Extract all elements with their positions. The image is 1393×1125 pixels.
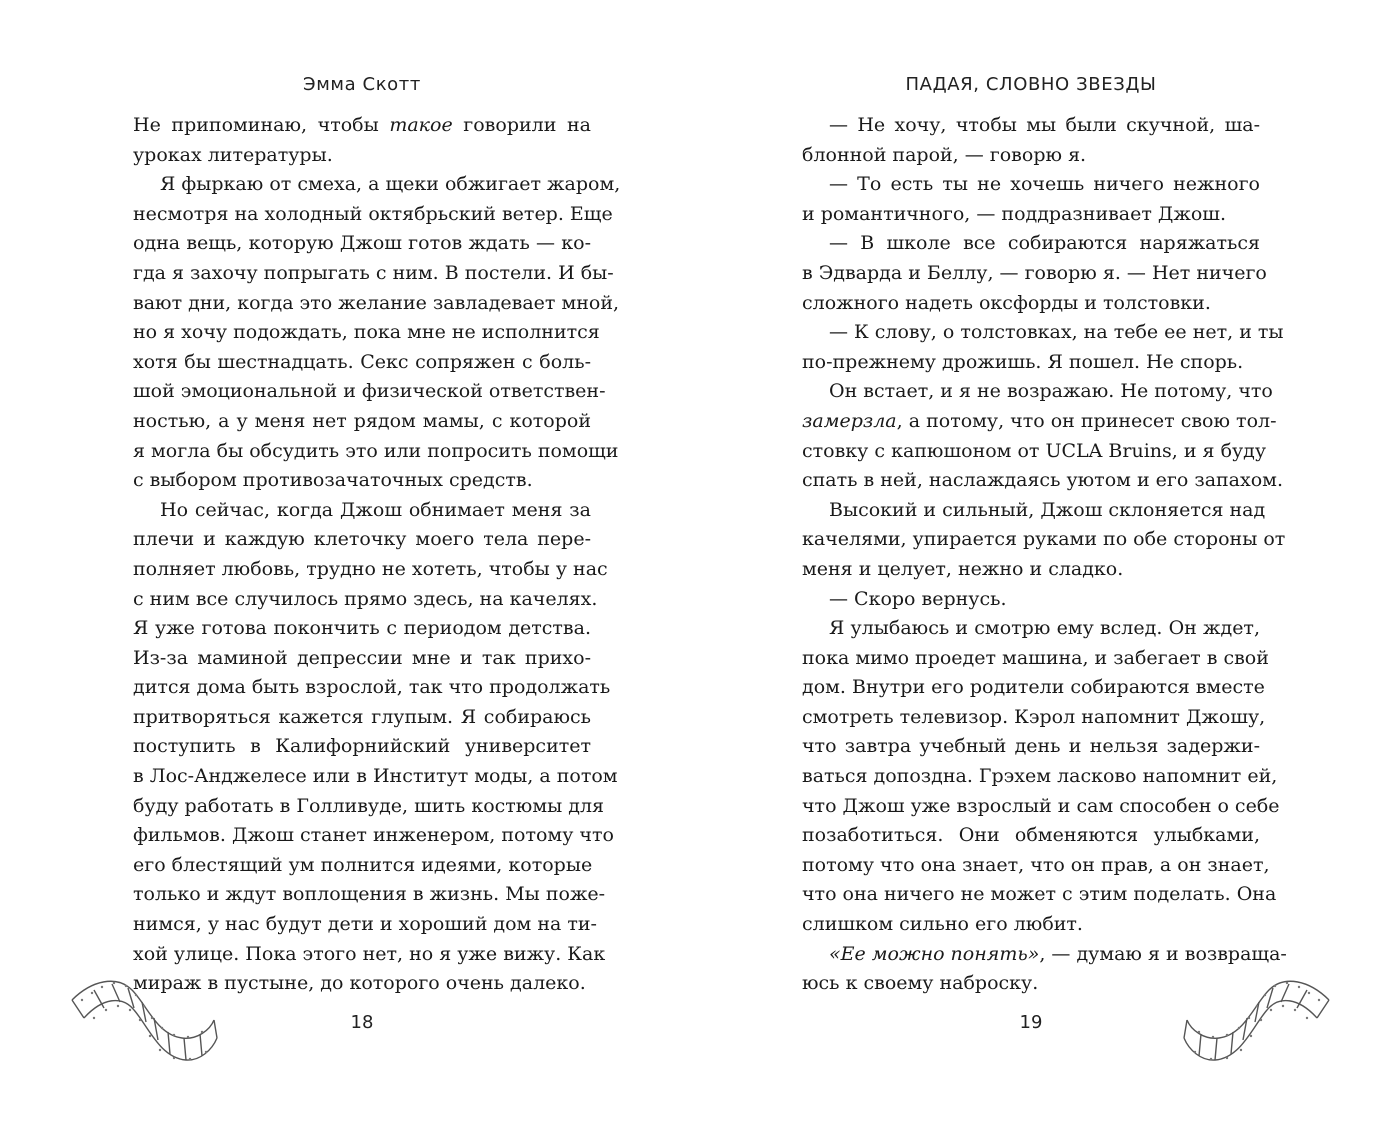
text-line bbox=[133, 466, 591, 496]
text-line bbox=[802, 732, 1260, 762]
text-segment: в Эдварда и Беллу, — говорю я. — Нет ничего bbox=[802, 261, 1267, 284]
text-segment: Из-за маминой депрессии мне и так прихо- bbox=[133, 646, 591, 669]
text-line bbox=[802, 525, 1286, 555]
text-line bbox=[802, 407, 1277, 437]
text-segment: — К слову, о толстовках, на тебе ее нет, и ты bbox=[829, 321, 1284, 344]
text-line bbox=[802, 111, 1260, 141]
text-segment: потому что она знает, что он прав, а он знает, bbox=[802, 853, 1270, 876]
text-segment: хотя бы шестнадцать. Секс сопряжен с боль- bbox=[133, 350, 591, 373]
text-line bbox=[802, 880, 1277, 910]
text-line bbox=[802, 585, 1260, 615]
text-segment: и романтичного, — поддразнивает Джош. bbox=[802, 202, 1226, 225]
text-line bbox=[133, 792, 605, 822]
text-segment: гда я захочу попрыгать с ним. В постели. И бы- bbox=[133, 261, 614, 284]
right-page bbox=[697, 0, 1393, 1125]
text-line bbox=[133, 703, 591, 733]
text-segment: слишком сильно его любит. bbox=[802, 913, 1083, 936]
text-line bbox=[133, 229, 591, 259]
text-line bbox=[133, 525, 591, 555]
text-segment: что Джош уже взрослый и сам способен о себе bbox=[802, 794, 1280, 817]
text-line bbox=[802, 673, 1265, 703]
text-segment: с ним все случилось прямо здесь, на качелях. bbox=[133, 587, 598, 610]
text-line bbox=[133, 644, 591, 674]
text-line bbox=[133, 614, 591, 644]
text-line bbox=[802, 170, 1260, 200]
text-segment: полняет любовь, трудно не хотеть, чтобы у нас bbox=[133, 557, 608, 580]
text-line bbox=[133, 318, 600, 348]
text-line bbox=[802, 200, 1260, 230]
text-segment: — В школе все собираются наряжаться bbox=[829, 232, 1260, 255]
text-line bbox=[133, 141, 591, 171]
text-line bbox=[133, 555, 608, 585]
text-segment: Я фыркаю от смеха, а щеки обжигает жаром, bbox=[160, 173, 621, 196]
text-segment: , — думаю я и возвраща- bbox=[1039, 942, 1287, 965]
text-segment: но я хочу подождать, пока мне не исполнится bbox=[133, 321, 600, 344]
left-page-text bbox=[133, 111, 621, 999]
text-segment: в Лос-Анджелесе или в Институт моды, а потом bbox=[133, 765, 618, 788]
text-line bbox=[133, 437, 619, 467]
text-line bbox=[133, 111, 591, 141]
text-line bbox=[802, 614, 1260, 644]
text-line bbox=[802, 289, 1260, 319]
text-segment: — То есть ты не хочешь ничего нежного bbox=[829, 173, 1260, 196]
text-segment: дится дома быть взрослой, так что продолжать bbox=[133, 676, 611, 699]
text-line bbox=[802, 348, 1260, 378]
text-segment: по-прежнему дрожишь. Я пошел. Не спорь. bbox=[802, 350, 1244, 373]
text-segment: мираж в пустыне, до которого очень далеко. bbox=[133, 972, 586, 995]
text-segment: несмотря на холодный октябрьский ветер. Еще bbox=[133, 202, 613, 225]
text-segment: пока мимо проедет машина, и забегает в свой bbox=[802, 646, 1269, 669]
text-line bbox=[133, 910, 597, 940]
italic-emphasis: «Ее можно понять» bbox=[829, 942, 1040, 965]
text-segment: что завтра учебный день и нельзя задержи- bbox=[802, 735, 1260, 758]
text-segment: позаботиться. Они обменяются улыбками, bbox=[802, 824, 1260, 847]
text-line bbox=[133, 170, 621, 200]
text-segment: качелями, упирается руками по обе стороны от bbox=[802, 528, 1286, 551]
text-line bbox=[802, 851, 1270, 881]
text-line bbox=[802, 644, 1269, 674]
text-segment: уроках литературы. bbox=[133, 143, 333, 166]
text-line bbox=[802, 555, 1260, 585]
text-segment: его блестящий ум полнится идеями, которые bbox=[133, 853, 593, 876]
text-segment: сложного надеть оксфорды и толстовки. bbox=[802, 291, 1211, 314]
text-segment: — Не хочу, чтобы мы были скучной, ша- bbox=[829, 114, 1260, 136]
page-number-left: 18 bbox=[350, 1012, 374, 1033]
text-segment: нимся, у нас будут дети и хороший дом на ти- bbox=[133, 913, 597, 936]
text-segment: вают дни, когда это желание завладевает мной, bbox=[133, 291, 620, 314]
italic-emphasis: замерзла bbox=[802, 409, 897, 432]
text-segment: — Скоро вернусь. bbox=[829, 587, 1007, 610]
text-line bbox=[802, 910, 1260, 940]
text-line bbox=[802, 703, 1266, 733]
text-segment: юсь к своему наброску. bbox=[802, 972, 1039, 995]
text-segment: Не припоминаю, чтобы bbox=[133, 114, 390, 136]
text-line bbox=[133, 348, 591, 378]
text-line bbox=[133, 851, 591, 881]
text-segment: Но сейчас, когда Джош обнимает меня за bbox=[160, 498, 591, 521]
text-line bbox=[802, 762, 1278, 792]
text-segment: хой улице. Пока этого нет, но я уже вижу. Как bbox=[133, 942, 606, 965]
text-line bbox=[802, 259, 1267, 289]
text-line bbox=[802, 141, 1260, 171]
text-segment: Высокий и сильный, Джош склоняется над bbox=[829, 498, 1266, 521]
text-segment: я могла бы обсудить это или попросить помощи bbox=[133, 439, 619, 462]
right-page-text bbox=[802, 111, 1287, 999]
text-line bbox=[133, 407, 591, 437]
text-segment: только и ждут воплощения в жизнь. Мы поже- bbox=[133, 883, 606, 906]
text-line bbox=[802, 437, 1267, 467]
text-segment: блонной парой, — говорю я. bbox=[802, 143, 1087, 166]
running-head-title: ПАДАЯ, СЛОВНО ЗВЕЗДЫ bbox=[905, 74, 1157, 95]
text-line bbox=[133, 880, 606, 910]
text-segment: фильмов. Джош станет инженером, потому что bbox=[133, 824, 614, 847]
text-line bbox=[133, 821, 614, 851]
text-line bbox=[133, 377, 606, 407]
text-line bbox=[133, 496, 591, 526]
text-line bbox=[133, 585, 598, 615]
running-head-author: Эмма Скотт bbox=[303, 74, 421, 95]
text-segment: спать в ней, наслаждаясь уютом и его запахом. bbox=[802, 469, 1283, 492]
text-segment: меня и целует, нежно и сладко. bbox=[802, 557, 1124, 580]
text-segment: Я улыбаюсь и смотрю ему вслед. Он ждет, bbox=[829, 617, 1260, 640]
text-line bbox=[802, 229, 1260, 259]
text-segment: что она ничего не может с этим поделать. Она bbox=[802, 883, 1277, 906]
italic-emphasis: такое bbox=[389, 114, 453, 136]
text-segment: поступить в Калифорнийский университет bbox=[133, 735, 591, 758]
text-segment: буду работать в Голливуде, шить костюмы для bbox=[133, 794, 605, 817]
text-line bbox=[133, 673, 611, 703]
text-segment: одна вещь, которую Джош готов ждать — ко- bbox=[133, 232, 591, 255]
text-segment: ваться допоздна. Грэхем ласково напомнит ей, bbox=[802, 765, 1278, 788]
text-segment: , а потому, что он принесет свою тол- bbox=[896, 409, 1277, 432]
left-page bbox=[0, 0, 696, 1125]
text-line bbox=[802, 377, 1273, 407]
text-segment: смотреть телевизор. Кэрол напомнит Джошу, bbox=[802, 705, 1266, 728]
text-segment: ностью, а у меня нет рядом мамы, с которой bbox=[133, 409, 591, 432]
text-segment: говорили на bbox=[452, 114, 591, 136]
text-segment: Я уже готова покончить с периодом детства. bbox=[133, 617, 591, 640]
text-segment: плечи и каждую клеточку моего тела пере- bbox=[133, 528, 591, 551]
text-line bbox=[133, 762, 618, 792]
text-segment: шой эмоциональной и физической ответствен- bbox=[133, 380, 606, 403]
text-line bbox=[802, 496, 1266, 526]
text-line bbox=[802, 318, 1284, 348]
text-segment: Он встает, и я не возражаю. Не потому, что bbox=[829, 380, 1273, 403]
page-number-right: 19 bbox=[1019, 1012, 1043, 1033]
text-line bbox=[133, 289, 620, 319]
text-segment: притворяться кажется глупым. Я собираюсь bbox=[133, 705, 591, 728]
text-segment: с выбором противозачаточных средств. bbox=[133, 469, 533, 492]
text-segment: дом. Внутри его родители собираются вместе bbox=[802, 676, 1265, 699]
text-line bbox=[802, 466, 1283, 496]
text-line bbox=[133, 732, 591, 762]
text-line bbox=[802, 821, 1260, 851]
text-line bbox=[802, 792, 1280, 822]
text-line bbox=[133, 200, 613, 230]
text-line bbox=[133, 259, 614, 289]
text-segment: стовку с капюшоном от UCLA Bruins, и я буду bbox=[802, 439, 1267, 462]
